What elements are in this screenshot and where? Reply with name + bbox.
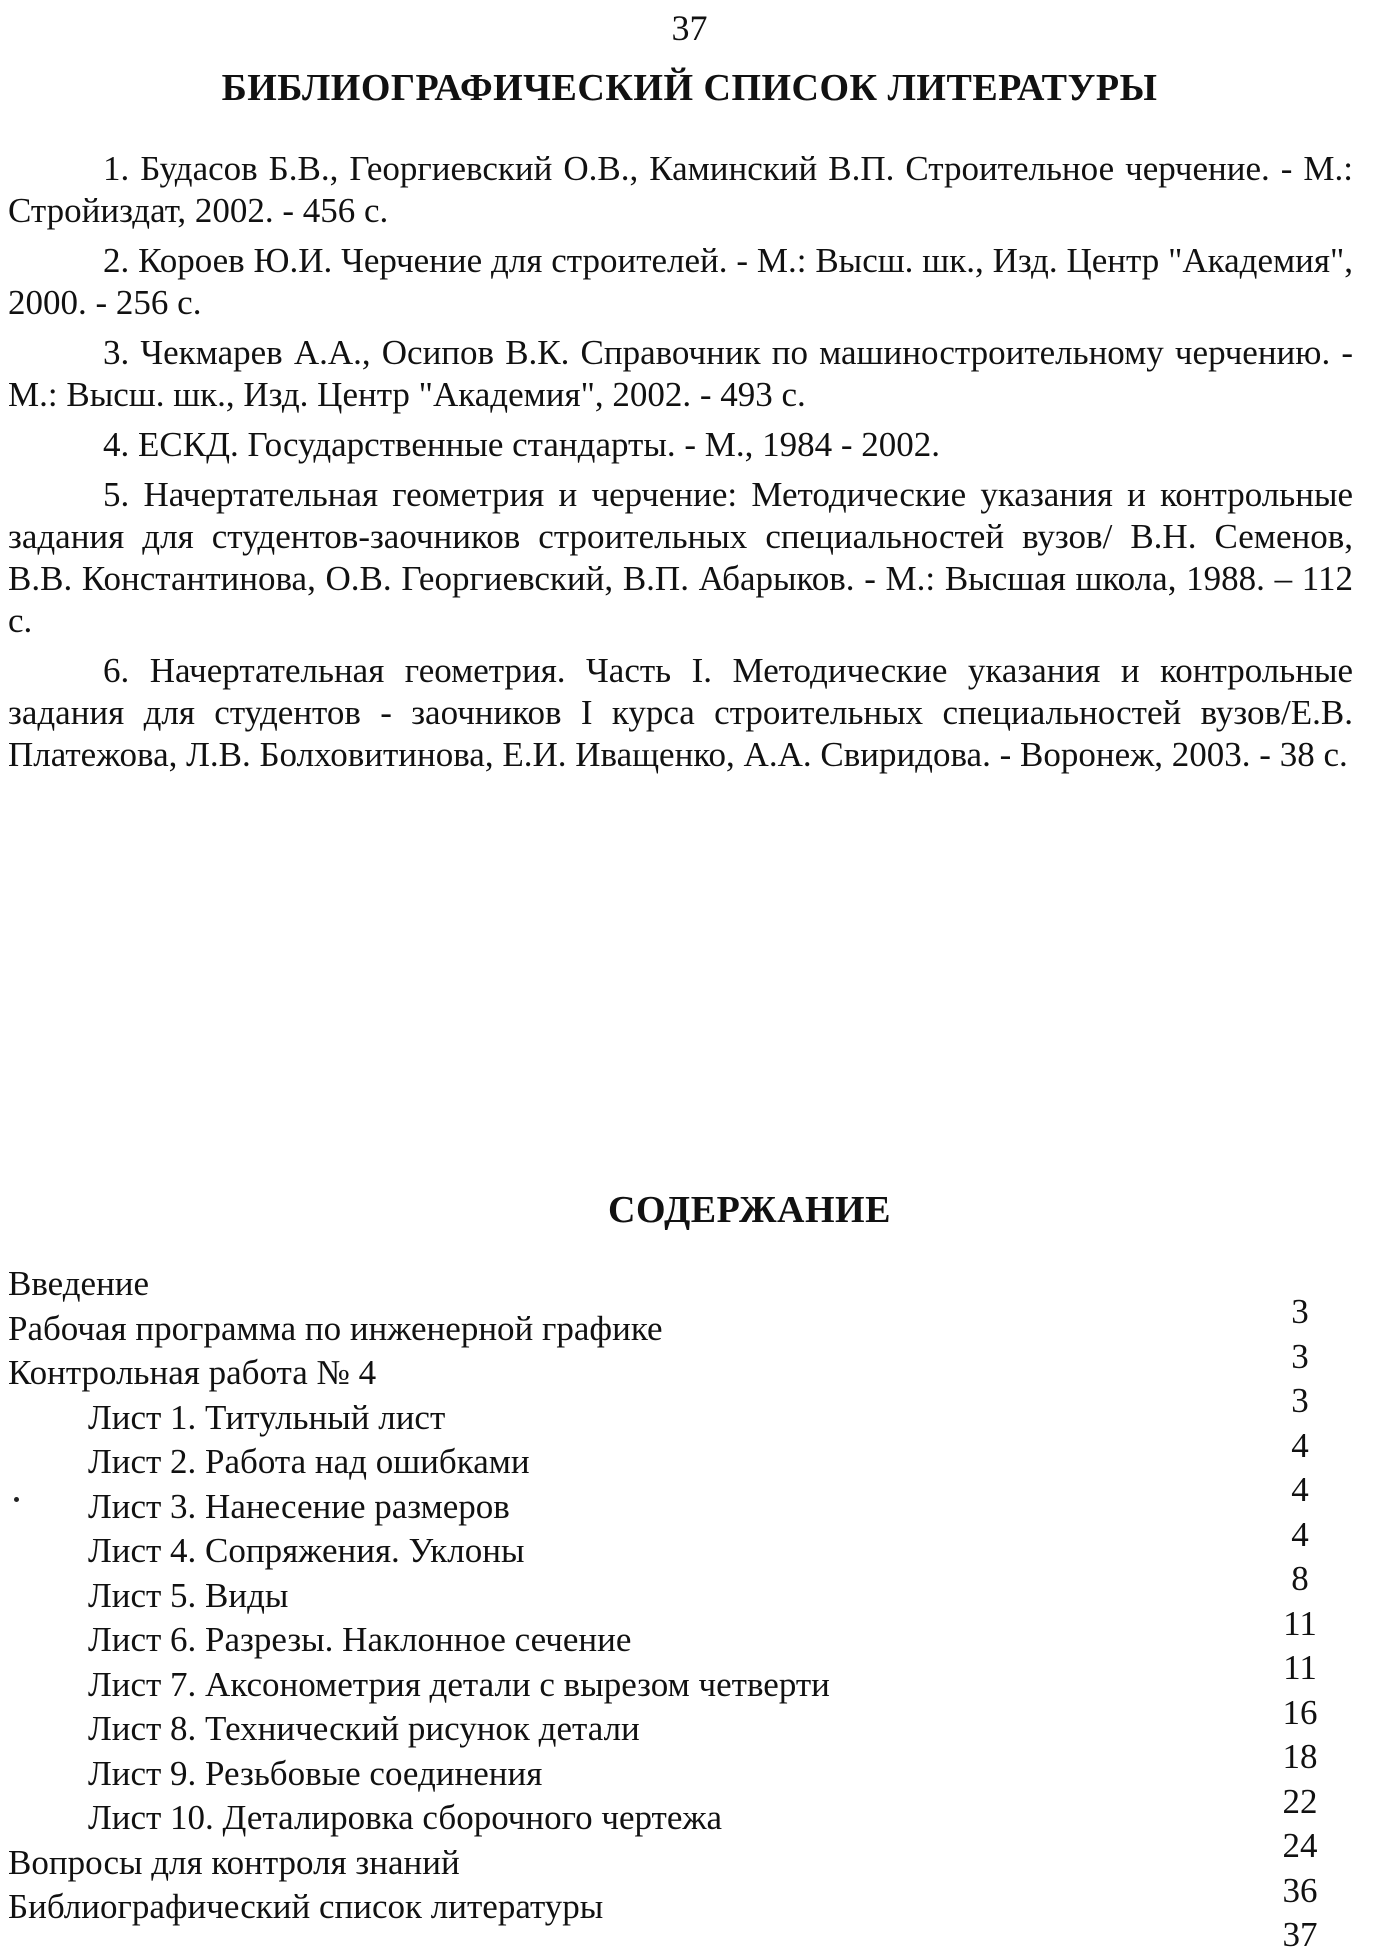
toc-entry-page: 4 xyxy=(1291,1425,1309,1465)
toc-entry-label: Контрольная работа № 4 xyxy=(8,1353,377,1392)
bibliography-list xyxy=(8,148,1353,784)
toc-entry-page: 11 xyxy=(1283,1648,1317,1687)
toc-entry-label: Лист 8. Технический рисунок детали xyxy=(88,1709,640,1748)
bibliography-title: БИБЛИОГРАФИЧЕСКИЙ СПИСОК ЛИТЕРАТУРЫ xyxy=(221,67,1158,109)
toc-entry-page: 24 xyxy=(1282,1826,1318,1865)
bibliography-item: 1. Будасов Б.В., Георгиевский О.В., Каминский В.П. Строительное черчение. - М.: Стройиздат, 2002. - 456 с. xyxy=(8,149,1353,230)
table-of-contents xyxy=(0,1262,1379,1954)
contents-title: СОДЕРЖАНИЕ xyxy=(608,1189,891,1231)
toc-entry-label: Введение xyxy=(8,1264,150,1303)
bibliography-item: 2. Короев Ю.И. Черчение для строителей. - М.: Высш. шк., Изд. Центр "Академия", 2000. - 256 с. xyxy=(8,241,1353,322)
toc-entry-label: Лист 6. Разрезы. Наклонное сечение xyxy=(88,1620,632,1659)
toc-entry-label: Библиографический список литературы xyxy=(8,1887,604,1926)
toc-entry-page: 4 xyxy=(1291,1470,1309,1509)
toc-entry-label: Лист 5. Виды xyxy=(88,1575,289,1615)
toc-entry-label: Рабочая программа по инженерной графике xyxy=(8,1308,663,1348)
toc-entry-page: 3 xyxy=(1291,1292,1309,1331)
toc-entry-label: Вопросы для контроля знаний xyxy=(8,1842,460,1882)
toc-entry-page: 3 xyxy=(1291,1336,1309,1376)
toc-entry-page: 3 xyxy=(1291,1381,1309,1420)
toc-entry-page: 11 xyxy=(1283,1603,1317,1643)
bibliography-item: 6. Начертательная геометрия. Часть I. Методические указания и контрольные задания для студентов - заочников I курса строительных специальностей вузов/Е.В. Платежова, Л.В. Болховитинова, Е.И. Иващенко, А.А. Свиридова. - Воронеж, 2003. - 38 с. xyxy=(8,651,1353,774)
toc-entry-label: Лист 4. Сопряжения. Уклоны xyxy=(88,1531,525,1570)
toc-entry-page: 8 xyxy=(1291,1559,1309,1598)
page-number: 37 xyxy=(671,8,708,48)
toc-entry-label: Лист 10. Деталировка сборочного чертежа xyxy=(88,1798,723,1837)
toc-entry-page: 36 xyxy=(1282,1870,1318,1910)
toc-entry-label: Лист 2. Работа над ошибками xyxy=(88,1442,530,1481)
bibliography-item: 4. ЕСКД. Государственные стандарты. - М., 1984 - 2002. xyxy=(103,425,941,464)
toc-entry xyxy=(0,1885,1379,1954)
toc-entry-page: 18 xyxy=(1282,1737,1318,1776)
toc-entry-label: Лист 7. Аксонометрия детали с вырезом четверти xyxy=(88,1664,830,1704)
toc-entry-page: 22 xyxy=(1282,1781,1318,1821)
toc-entry-page: 37 xyxy=(1282,1915,1318,1954)
toc-entry-page: 16 xyxy=(1282,1692,1318,1732)
toc-entry-label: Лист 9. Резьбовые соединения xyxy=(88,1753,543,1793)
bibliography-item: 3. Чекмарев А.А., Осипов В.К. Справочник по машиностроительному черчению. - М.: Высш. шк., Изд. Центр "Академия", 2002. - 493 с. xyxy=(8,333,1353,414)
toc-entry-label: Лист 1. Титульный лист xyxy=(88,1397,446,1437)
stray-dot-mark xyxy=(14,1497,19,1502)
toc-entry-page: 4 xyxy=(1291,1514,1309,1554)
bibliography-item: 5. Начертательная геометрия и черчение: Методические указания и контрольные задания для студентов-заочников строительных специальностей вузов/ В.Н. Семенов, В.В. Константинова, О.В. Георгиевский, В.П. Абарыков. - М.: Высшая школа, 1988. – 112 с. xyxy=(8,475,1353,640)
toc-entry-label: Лист 3. Нанесение размеров xyxy=(88,1486,510,1526)
